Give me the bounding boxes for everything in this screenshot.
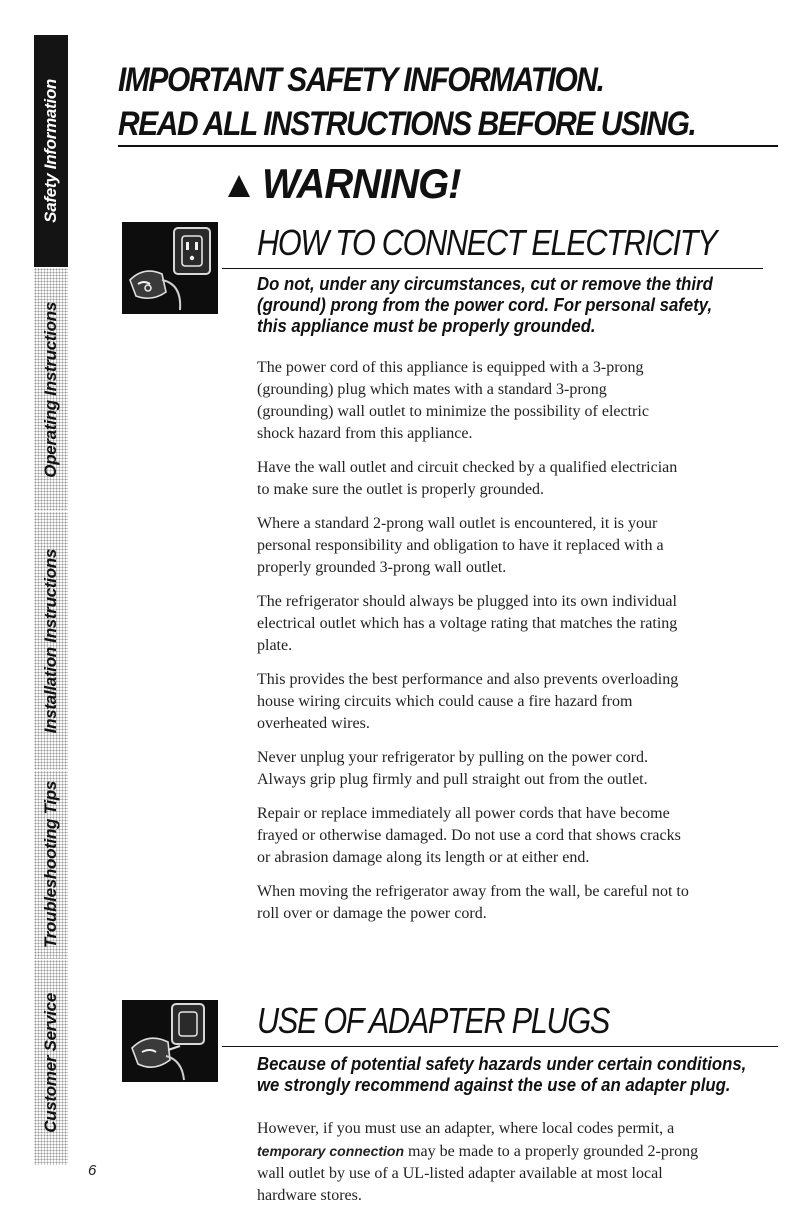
outlet-plug-photo xyxy=(122,222,218,314)
temporary-connection-emphasis: temporary connection xyxy=(257,1143,405,1159)
adapter-plug-photo xyxy=(122,1000,218,1082)
tab-installation-instructions[interactable]: Installation Instructions xyxy=(34,512,68,770)
warning-triangle-icon xyxy=(228,175,250,197)
adapter-plug-icon xyxy=(122,1000,218,1082)
tab-customer-service[interactable]: Customer Service xyxy=(34,960,68,1165)
section-title-connect-electricity: HOW TO CONNECT ELECTRICITY xyxy=(257,222,717,263)
header-rule xyxy=(118,145,778,147)
section2-body: However, if you must use an adapter, where local codes permit, a temporary connection may be made to a properly grounded 2-prong wall outlet by use of a UL-listed adapter available at most local hardware stores. xyxy=(257,1120,699,1204)
section-rule-2 xyxy=(222,1046,778,1047)
warning-banner xyxy=(228,160,471,208)
grounded-plug-icon xyxy=(122,222,218,314)
section1-subtitle: Do not, under any circumstances, cut or remove the third (ground) prong from the power cord. For personal safety, this appliance must be properly grounded. xyxy=(257,274,713,336)
tab-safety-information[interactable]: Safety Information xyxy=(34,35,68,267)
tab-operating-instructions[interactable]: Operating Instructions xyxy=(34,268,68,511)
header-line-2: READ ALL INSTRUCTIONS BEFORE USING. xyxy=(118,105,696,143)
section-title-adapter-plugs: USE OF ADAPTER PLUGS xyxy=(257,1000,610,1041)
header-line-1: IMPORTANT SAFETY INFORMATION. xyxy=(118,61,604,99)
section2-subtitle: Because of potential safety hazards under certain conditions, we strongly recommend against the use of an adapter plug. xyxy=(257,1054,747,1095)
section-rule-1 xyxy=(222,268,763,269)
tab-troubleshooting-tips[interactable]: Troubleshooting Tips xyxy=(34,771,68,959)
warning-label: WARNING! xyxy=(262,160,461,207)
page-number: 6 xyxy=(88,1162,97,1179)
section1-body: The power cord of this appliance is equipped with a 3-prong (grounding) plug which mates with a standard 3-prong (grounding) wall outlet to minimize the possibility of electric shock hazard from this appliance. Have the wall outlet and circuit checked by a qualified electrician to make sure the outlet is properly grounded. Where a standard 2-prong wall outlet is encountered, it is your personal responsibility and obligation to have it replaced with a properly grounded 3-prong wall outlet. The refrigerator should always be plugged into its own individual electrical outlet which has a voltage rating that matches the rating plate. This provides the best performance and also prevents overloading house wiring circuits which could cause a fire hazard from overheated wires. Never unplug your refrigerator by pulling on the power cord. Always grip plug firmly and pull straight out from the outlet. Repair or replace immediately all power cords that have become frayed or otherwise damaged. Do not use a cord that shows cracks or abrasion damage along its length or at either end. When moving the refrigerator away from the wall, be careful not to roll over or damage the power cord. xyxy=(257,359,689,922)
